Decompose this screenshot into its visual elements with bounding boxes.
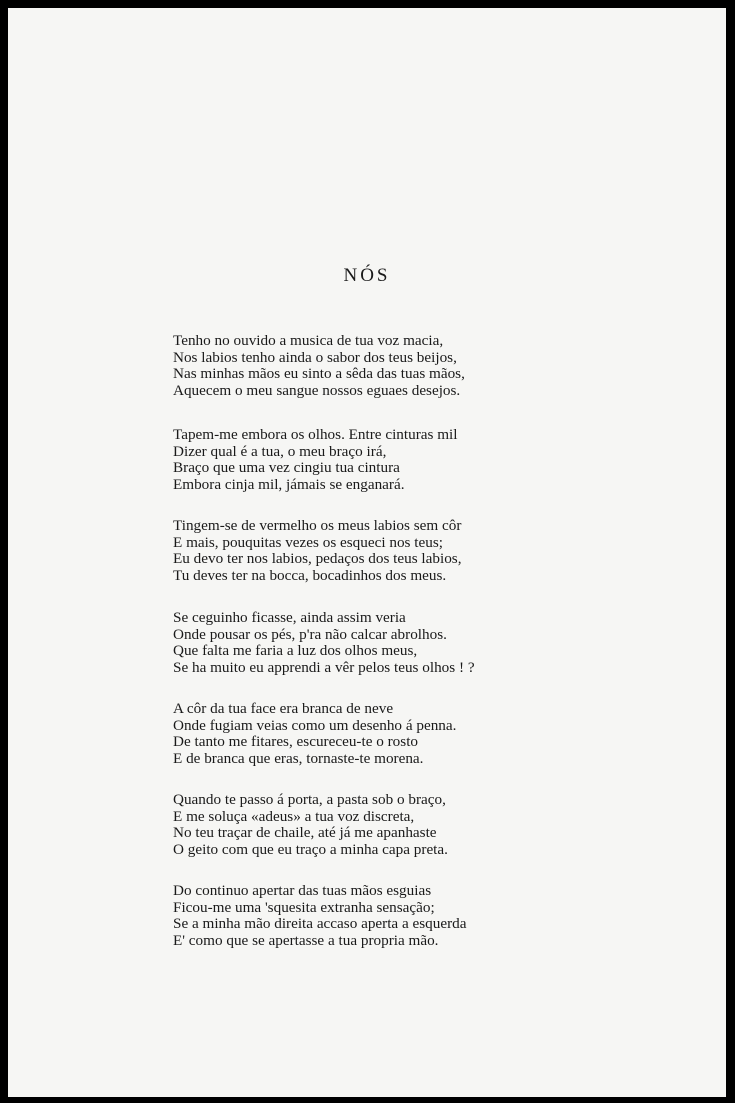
poem-line: Eu devo ter nos labios, pedaços dos teus labios, — [173, 550, 462, 567]
poem-line: O geito com que eu traço a minha capa preta. — [173, 840, 448, 858]
poem-line: Se a minha mão direita accaso aperta a esquerda — [173, 915, 467, 932]
poem-line: Onde pousar os pés, p'ra não calcar abrolhos. — [173, 625, 447, 643]
stanza-7 — [173, 883, 466, 949]
poem-line: Braço que uma vez cingiu tua cintura — [173, 459, 400, 476]
poem-line: E me soluça «adeus» a tua voz discreta, — [173, 807, 415, 825]
poem-line: Tu deves ter na bocca, bocadinhos dos meus. — [173, 566, 447, 584]
poem-line: Embora cinja mil, jámais se enganará. — [173, 475, 405, 493]
poem-line: Se ha muito eu apprendi a vêr pelos teus olhos ! ? — [173, 658, 475, 676]
poem-line: Aquecem o meu sangue nossos eguaes desejos. — [173, 381, 461, 399]
poem-line: No teu traçar de chaile, até já me apanhaste — [173, 824, 437, 841]
stanza-4 — [173, 610, 475, 676]
poem-line: Se ceguinho ficasse, ainda assim veria — [173, 609, 406, 626]
poem-line: A côr da tua face era branca de neve — [173, 700, 394, 717]
poem-title: NÓS — [343, 265, 391, 286]
poem-page — [8, 8, 726, 1097]
poem-line: Tenho no ouvido a musica de tua voz macia, — [173, 332, 444, 349]
stanza-6 — [173, 792, 448, 858]
poem-line: De tanto me fitares, escureceu-te o rosto — [173, 733, 419, 750]
poem-line: Tingem-se de vermelho os meus labios sem côr — [173, 517, 462, 534]
stanza-5 — [173, 701, 456, 767]
poem-line: Dizer qual é a tua, o meu braço irá, — [173, 442, 387, 460]
poem-line: Que falta me faria a luz dos olhos meus, — [173, 642, 418, 659]
poem-line: Ficou-me uma 'squesita extranha sensação; — [173, 898, 435, 916]
stanza-3 — [173, 518, 462, 584]
poem-line: E' como que se apertasse a tua propria mão. — [173, 931, 439, 949]
poem-line: E de branca que eras, tornaste-te morena. — [173, 749, 424, 767]
poem-line: Quando te passo á porta, a pasta sob o braço, — [173, 791, 446, 808]
poem-line: E mais, pouquitas vezes os esqueci nos teus; — [173, 533, 443, 551]
stanza-1 — [173, 333, 465, 399]
poem-line: Nos labios tenho ainda o sabor dos teus beijos, — [173, 348, 457, 366]
poem-line: Tapem-me embora os olhos. Entre cinturas mil — [173, 426, 458, 443]
poem-line: Do continuo apertar das tuas mãos esguias — [173, 882, 432, 899]
poem-line: Onde fugiam veias como um desenho á penna. — [173, 716, 457, 734]
stanza-2 — [173, 427, 457, 493]
poem-line: Nas minhas mãos eu sinto a sêda das tuas mãos, — [173, 365, 465, 382]
